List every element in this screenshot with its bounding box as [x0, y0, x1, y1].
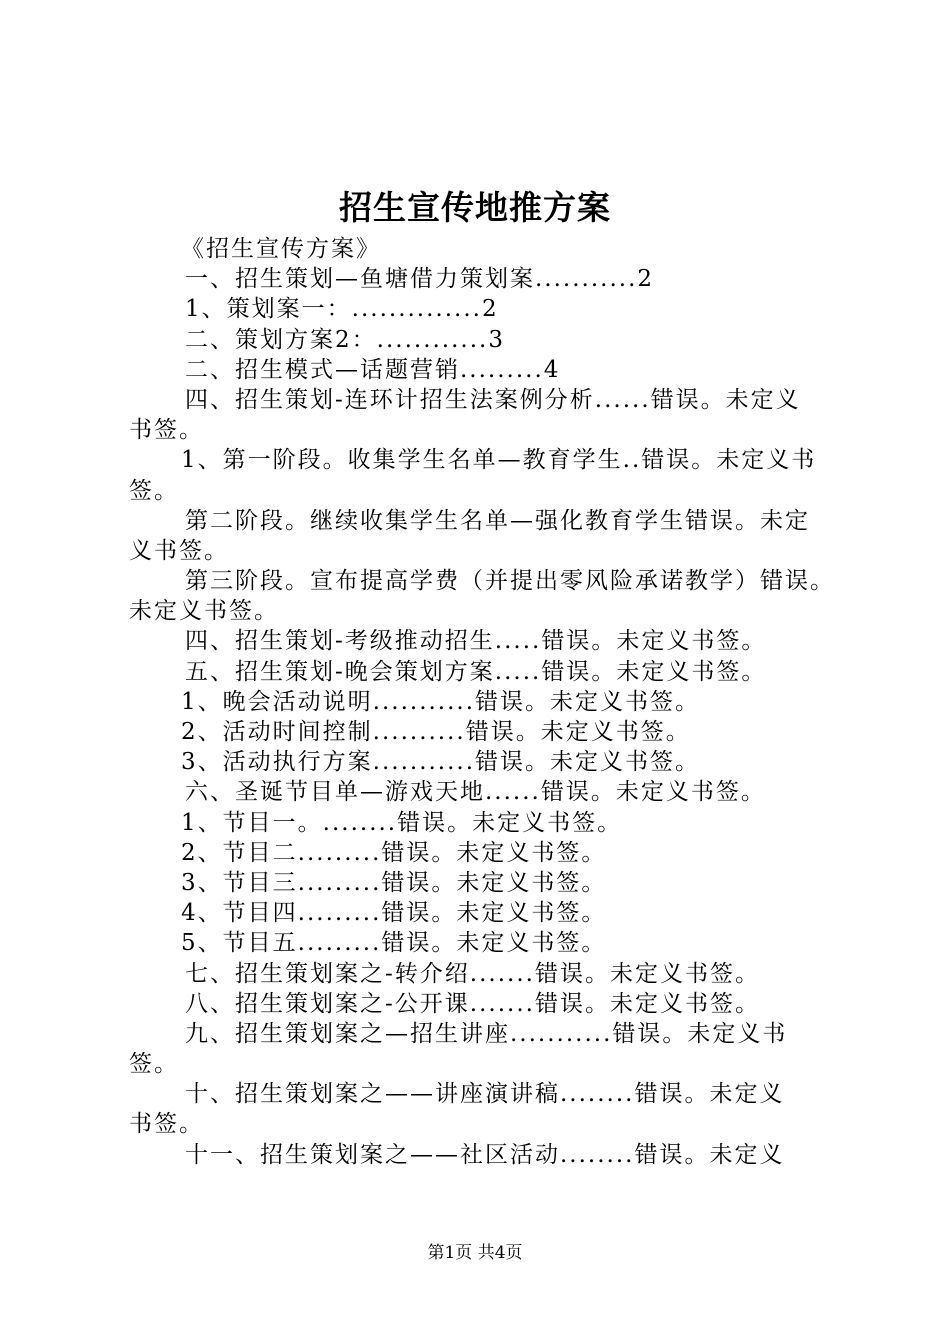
toc-line: 1、节目一。........错误。未定义书签。	[181, 809, 623, 836]
toc-line: 2、活动时间控制..........错误。未定义书签。	[181, 719, 691, 745]
toc-line: 2、节目二.........错误。未定义书签。	[181, 839, 607, 866]
toc-line: 二、招生模式—话题营销.........4	[185, 356, 561, 383]
toc-line: 1、策划案一：..............2	[185, 296, 499, 323]
toc-line: 1、晚会活动说明...........错误。未定义书签。	[181, 688, 701, 715]
toc-line: 六、圣诞节目单—游戏天地......错误。未定义书签。	[185, 779, 766, 806]
toc-line: 3、节目三.........错误。未定义书签。	[181, 869, 607, 896]
toc-line: 二、策划方案2：............3	[185, 326, 505, 353]
toc-line: 3、活动执行方案...........错误。未定义书签。	[181, 749, 701, 776]
toc-line: 第二阶段。继续收集学生名单—强化教育学生错误。未定	[185, 507, 810, 534]
toc-line: 七、招生策划案之-转介绍.......错误。未定义书签。	[185, 960, 760, 987]
toc-line: 5、节目五.........错误。未定义书签。	[181, 930, 607, 957]
toc-line: 4、节目四.........错误。未定义书签。	[181, 900, 607, 927]
toc-line: 书签。	[129, 417, 204, 444]
page-footer: 第1页 共4页	[427, 1243, 523, 1263]
page-title: 招生宣传地推方案	[339, 188, 611, 227]
toc-line: 书签。	[129, 1111, 204, 1138]
toc-line: 八、招生策划案之-公开课.......错误。未定义书签。	[185, 990, 760, 1017]
toc-line: 九、招生策划案之—招生讲座...........错误。未定义书	[185, 1020, 788, 1047]
toc-line: 《招生宣传方案》	[181, 236, 381, 262]
toc-line: 签。	[129, 477, 179, 504]
toc-line: 四、招生策划-连环计招生法案例分析......错误。未定义	[185, 386, 801, 413]
toc-line: 未定义书签。	[129, 598, 279, 625]
toc-line: 五、招生策划-晚会策划方案.....错误。未定义书签。	[185, 658, 767, 685]
toc-line: 四、招生策划-考级推动招生.....错误。未定义书签。	[185, 628, 767, 655]
toc-line: 第三阶段。宣布提高学费（并提出零风险承诺教学）错误。	[185, 568, 835, 595]
toc-line: 1、第一阶段。收集学生名单—教育学生..错误。未定义书	[181, 447, 817, 474]
toc-line: 一、招生策划—鱼塘借力策划案...........2	[185, 266, 655, 293]
toc-line: 义书签。	[129, 537, 229, 564]
toc-line: 十、招生策划案之——讲座演讲稿........错误。未定义	[185, 1081, 785, 1108]
toc-line: 十一、招生策划案之——社区活动........错误。未定义	[185, 1141, 785, 1168]
toc-line: 签。	[129, 1051, 179, 1078]
table-of-contents	[129, 234, 844, 1170]
